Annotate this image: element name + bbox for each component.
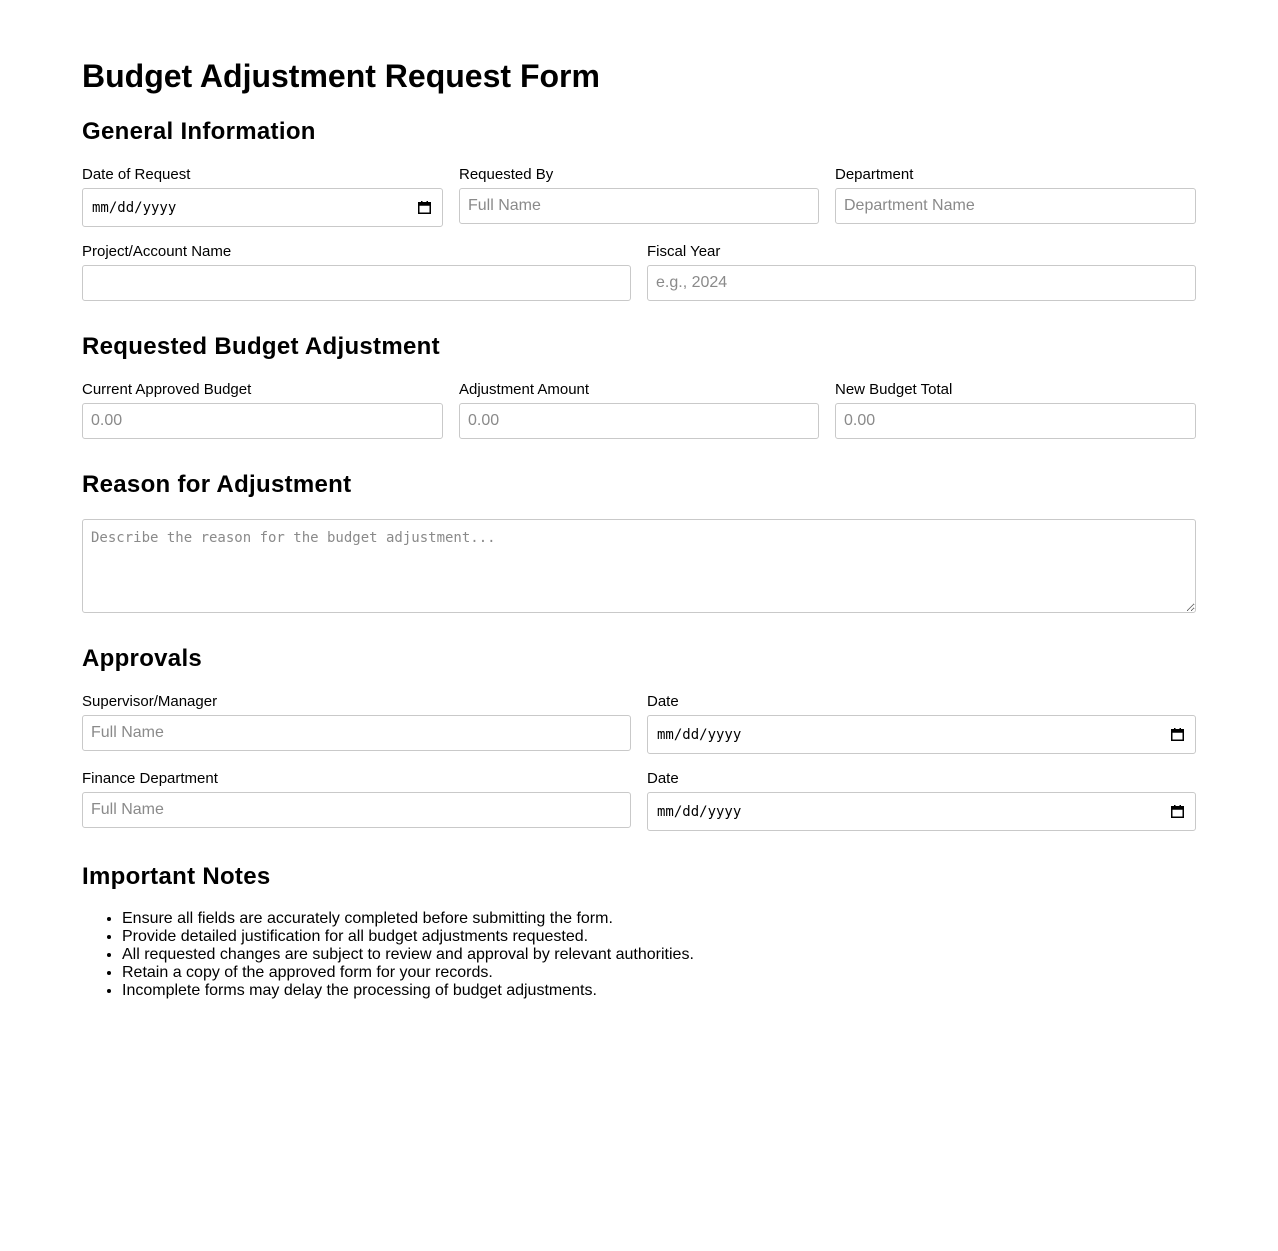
- requested-by-field: [459, 166, 819, 224]
- finance-field: [82, 770, 631, 828]
- calendar-icon[interactable]: [1171, 728, 1184, 741]
- project-account-input[interactable]: [82, 265, 631, 301]
- list-item: • Incomplete forms may delay the processing of budget adjustments.: [122, 982, 694, 1000]
- finance-input[interactable]: [82, 792, 631, 828]
- supervisor-input[interactable]: [82, 715, 631, 751]
- new-budget-total-label: New Budget Total: [835, 381, 953, 398]
- date-of-request-field: [82, 166, 443, 227]
- reason-textarea[interactable]: [82, 519, 1196, 613]
- calendar-icon[interactable]: [1171, 805, 1184, 818]
- list-item: • Retain a copy of the approved form for your records.: [122, 964, 694, 982]
- calendar-icon[interactable]: [418, 201, 431, 214]
- fiscal-year-label: Fiscal Year: [647, 243, 721, 260]
- supervisor-date-label: Date: [647, 693, 679, 710]
- department-input[interactable]: [835, 188, 1196, 224]
- section-heading-budget: Requested Budget Adjustment: [82, 333, 440, 360]
- date-of-request-label: Date of Request: [82, 166, 191, 183]
- section-heading-reason: Reason for Adjustment: [82, 471, 352, 498]
- current-budget-input[interactable]: [82, 403, 443, 439]
- notes-list: [82, 910, 694, 1000]
- supervisor-date-input[interactable]: [647, 715, 1196, 754]
- adjustment-amount-input[interactable]: [459, 403, 819, 439]
- section-heading-approvals: Approvals: [82, 645, 203, 672]
- department-field: [835, 166, 1196, 224]
- date-of-request-input[interactable]: [82, 188, 443, 227]
- finance-date-field: [647, 770, 1196, 831]
- date-of-request-value: mm/dd/yyyy: [92, 199, 177, 216]
- list-item: • All requested changes are subject to review and approval by relevant authorities.: [122, 946, 694, 964]
- project-account-field: [82, 243, 631, 301]
- finance-label: Finance Department: [82, 770, 218, 787]
- requested-by-label: Requested By: [459, 166, 554, 183]
- new-budget-total-field: [835, 381, 1196, 439]
- supervisor-field: [82, 693, 631, 751]
- finance-date-label: Date: [647, 770, 679, 787]
- fiscal-year-field: [647, 243, 1196, 301]
- supervisor-date-field: [647, 693, 1196, 754]
- finance-date-input[interactable]: [647, 792, 1196, 831]
- department-label: Department: [835, 166, 914, 183]
- finance-date-value: mm/dd/yyyy: [657, 803, 742, 820]
- supervisor-date-value: mm/dd/yyyy: [657, 726, 742, 743]
- current-budget-field: [82, 381, 443, 439]
- requested-by-input[interactable]: [459, 188, 819, 224]
- adjustment-amount-field: [459, 381, 819, 439]
- fiscal-year-input[interactable]: [647, 265, 1196, 301]
- supervisor-label: Supervisor/Manager: [82, 693, 218, 710]
- list-item: • Ensure all fields are accurately completed before submitting the form.: [122, 910, 694, 928]
- adjustment-amount-label: Adjustment Amount: [459, 381, 590, 398]
- new-budget-total-input[interactable]: [835, 403, 1196, 439]
- list-item: • Provide detailed justification for all budget adjustments requested.: [122, 928, 694, 946]
- section-heading-general: General Information: [82, 118, 316, 145]
- section-heading-notes: Important Notes: [82, 863, 271, 890]
- page-title: Budget Adjustment Request Form: [82, 58, 600, 94]
- project-account-label: Project/Account Name: [82, 243, 232, 260]
- current-budget-label: Current Approved Budget: [82, 381, 252, 398]
